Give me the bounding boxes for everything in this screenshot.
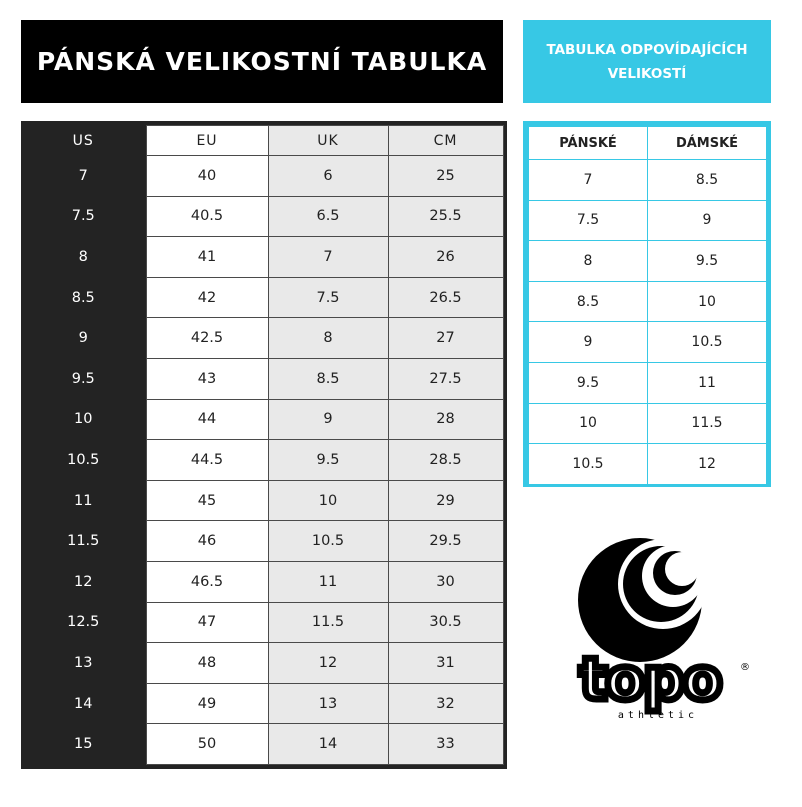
conversion-table	[523, 121, 771, 487]
cell-eu: 47	[146, 602, 268, 643]
men-table-row	[21, 683, 503, 724]
cell-cm: 28.5	[388, 440, 503, 481]
cell-us: 10	[74, 411, 93, 428]
cell-cm: 25	[388, 156, 503, 197]
cell-us: 15	[74, 736, 93, 753]
cell-men: 10.5	[529, 444, 648, 485]
moon-logo-icon	[560, 536, 750, 726]
cell-cm: 26.5	[388, 277, 503, 318]
cell-us: 8.5	[71, 289, 95, 306]
header-women: DÁMSKÉ	[648, 127, 767, 160]
conversion-table-row	[529, 200, 767, 241]
men-table-row	[21, 196, 503, 237]
men-table-row	[21, 318, 503, 359]
cell-men: 8	[529, 241, 648, 282]
cell-eu: 40.5	[146, 196, 268, 237]
cell-women: 11.5	[648, 403, 767, 444]
cell-us: 14	[74, 695, 93, 712]
cell-uk: 9	[268, 399, 388, 440]
cell-cm: 28	[388, 399, 503, 440]
cell-uk: 7.5	[268, 277, 388, 318]
header-us: US	[72, 132, 94, 149]
cell-uk: 7	[268, 237, 388, 278]
conversion-table-row	[529, 241, 767, 282]
men-table-row	[21, 602, 503, 643]
cell-eu: 43	[146, 358, 268, 399]
cell-uk: 6	[268, 156, 388, 197]
logo-tagline: athletic	[617, 710, 699, 721]
cell-us: 12.5	[67, 614, 100, 631]
cell-us: 12	[74, 573, 93, 590]
cell-us: 9.5	[71, 370, 95, 387]
cell-uk: 8.5	[268, 358, 388, 399]
logo-registered-mark: ®	[740, 662, 750, 673]
conversion-table-row	[529, 160, 767, 201]
conversion-table-row	[529, 362, 767, 403]
cell-uk: 11	[268, 561, 388, 602]
cell-cm: 27.5	[388, 358, 503, 399]
logo-wordmark: topo	[579, 645, 721, 713]
cell-uk: 14	[268, 724, 388, 765]
cell-women: 10	[648, 281, 767, 322]
header-cm: CM	[388, 126, 503, 156]
men-table-row	[21, 440, 503, 481]
cell-cm: 32	[388, 683, 503, 724]
cell-men: 8.5	[529, 281, 648, 322]
cell-us: 10.5	[67, 451, 100, 468]
cell-us: 7.5	[71, 208, 95, 225]
cell-eu: 45	[146, 480, 268, 521]
cell-eu: 44.5	[146, 440, 268, 481]
men-size-table	[21, 121, 507, 769]
cell-us: 9	[78, 330, 88, 347]
cell-women: 9.5	[648, 241, 767, 282]
cell-cm: 26	[388, 237, 503, 278]
cell-eu: 46.5	[146, 561, 268, 602]
conversion-table-header	[529, 127, 767, 160]
cell-us: 7	[78, 167, 88, 184]
men-table-row	[21, 643, 503, 684]
men-table-row	[21, 480, 503, 521]
cell-men: 9.5	[529, 362, 648, 403]
men-table-row	[21, 156, 503, 197]
cell-us: 11	[74, 492, 93, 509]
cell-uk: 11.5	[268, 602, 388, 643]
cell-us: 8	[78, 248, 88, 265]
men-table-row	[21, 521, 503, 562]
conversion-table-row	[529, 281, 767, 322]
cell-women: 9	[648, 200, 767, 241]
cell-eu: 50	[146, 724, 268, 765]
cell-uk: 10.5	[268, 521, 388, 562]
cell-uk: 6.5	[268, 196, 388, 237]
cell-uk: 12	[268, 643, 388, 684]
cell-men: 9	[529, 322, 648, 363]
topo-athletic-logo	[560, 536, 750, 726]
cell-eu: 40	[146, 156, 268, 197]
cell-men: 10	[529, 403, 648, 444]
cell-eu: 41	[146, 237, 268, 278]
cell-cm: 31	[388, 643, 503, 684]
cell-women: 12	[648, 444, 767, 485]
conversion-table-row	[529, 322, 767, 363]
men-table-row	[21, 399, 503, 440]
cell-eu: 46	[146, 521, 268, 562]
cell-cm: 25.5	[388, 196, 503, 237]
header-men: PÁNSKÉ	[529, 127, 648, 160]
conversion-table-row	[529, 444, 767, 485]
cell-uk: 8	[268, 318, 388, 359]
cell-us: 11.5	[67, 533, 100, 550]
header-uk: UK	[268, 126, 388, 156]
cell-women: 11	[648, 362, 767, 403]
cell-cm: 33	[388, 724, 503, 765]
cell-women: 10.5	[648, 322, 767, 363]
men-table-header	[21, 126, 503, 156]
conversion-title: TABULKA ODPOVÍDAJÍCÍCH VELIKOSTÍ	[523, 20, 771, 103]
men-table-row	[21, 358, 503, 399]
cell-cm: 27	[388, 318, 503, 359]
header-eu: EU	[146, 126, 268, 156]
cell-eu: 42	[146, 277, 268, 318]
conversion-table-row	[529, 403, 767, 444]
men-table-row	[21, 237, 503, 278]
cell-eu: 42.5	[146, 318, 268, 359]
cell-cm: 30	[388, 561, 503, 602]
cell-eu: 49	[146, 683, 268, 724]
page-title: PÁNSKÁ VELIKOSTNÍ TABULKA	[21, 20, 503, 103]
cell-eu: 48	[146, 643, 268, 684]
men-table-row	[21, 724, 503, 765]
cell-uk: 10	[268, 480, 388, 521]
cell-men: 7	[529, 160, 648, 201]
cell-men: 7.5	[529, 200, 648, 241]
cell-cm: 29	[388, 480, 503, 521]
men-table-row	[21, 277, 503, 318]
cell-uk: 9.5	[268, 440, 388, 481]
cell-eu: 44	[146, 399, 268, 440]
cell-us: 13	[74, 654, 93, 671]
cell-cm: 30.5	[388, 602, 503, 643]
cell-women: 8.5	[648, 160, 767, 201]
cell-cm: 29.5	[388, 521, 503, 562]
men-table-row	[21, 561, 503, 602]
cell-uk: 13	[268, 683, 388, 724]
